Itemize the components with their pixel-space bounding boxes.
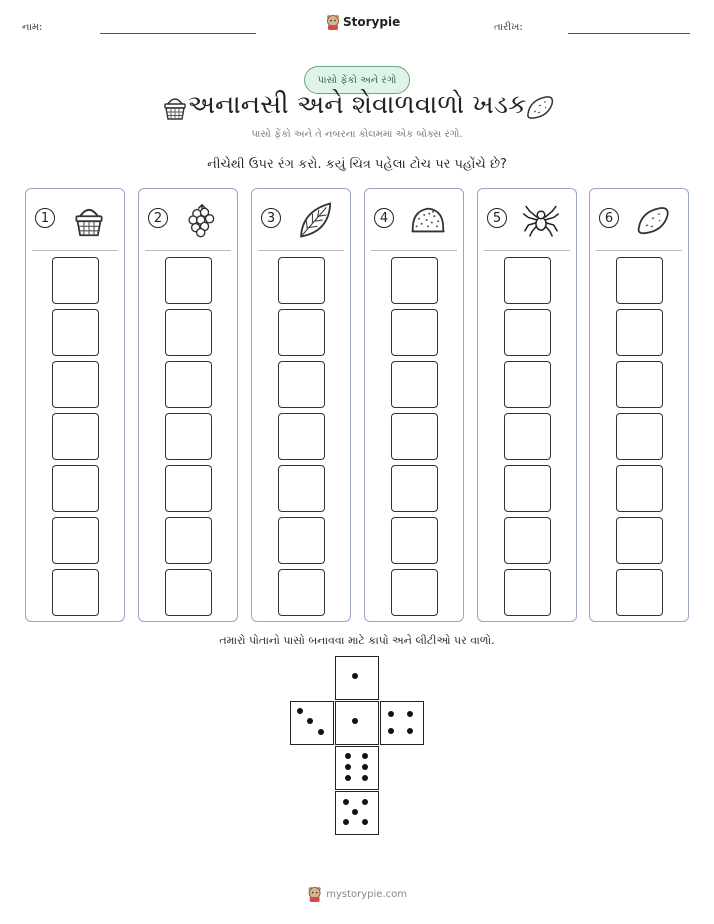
- activity-badge: પાસો ફેંકો અને રંગો: [304, 66, 410, 94]
- column-number: 3: [261, 208, 281, 228]
- color-box[interactable]: [504, 569, 551, 616]
- column-3: [251, 188, 351, 622]
- color-box[interactable]: [391, 465, 438, 512]
- color-box[interactable]: [278, 257, 325, 304]
- color-box[interactable]: [504, 517, 551, 564]
- color-box[interactable]: [504, 413, 551, 460]
- color-box[interactable]: [616, 309, 663, 356]
- spider-icon: [522, 201, 560, 239]
- color-box[interactable]: [165, 309, 212, 356]
- date-label: તારીખ:: [494, 22, 523, 33]
- column-5: [477, 188, 577, 622]
- color-box[interactable]: [165, 257, 212, 304]
- color-box[interactable]: [52, 361, 99, 408]
- column-divider: [371, 250, 457, 251]
- column-divider: [145, 250, 231, 251]
- column-divider: [32, 250, 118, 251]
- brand-logo: [326, 14, 400, 30]
- color-box[interactable]: [504, 309, 551, 356]
- page-title: અનાનસી અને શેવાળવાળો ખડક: [187, 90, 527, 120]
- color-box[interactable]: [278, 569, 325, 616]
- die-face-1: [335, 701, 379, 745]
- color-box[interactable]: [278, 465, 325, 512]
- color-box[interactable]: [616, 257, 663, 304]
- yam-icon: [634, 201, 672, 239]
- color-box[interactable]: [391, 361, 438, 408]
- column-6: [589, 188, 689, 622]
- column-divider: [596, 250, 682, 251]
- color-box[interactable]: [616, 361, 663, 408]
- die-face-6: [335, 746, 379, 790]
- color-box[interactable]: [278, 413, 325, 460]
- column-number: 5: [487, 208, 507, 228]
- bear-mascot-icon: [307, 886, 322, 902]
- color-box[interactable]: [391, 517, 438, 564]
- footer: [307, 886, 407, 902]
- column-number: 4: [374, 208, 394, 228]
- page-subtitle: પાસો ફેંકો અને તે નંબરના કોલમમાં એક બોક્સ રંગો.: [251, 129, 463, 140]
- color-box[interactable]: [52, 257, 99, 304]
- raspberry-icon: [183, 201, 221, 239]
- color-box[interactable]: [278, 309, 325, 356]
- color-box[interactable]: [165, 361, 212, 408]
- column-number: 1: [35, 208, 55, 228]
- die-face-1: [335, 656, 379, 700]
- column-number: 2: [148, 208, 168, 228]
- mossy-rock-icon: [409, 201, 447, 239]
- color-box[interactable]: [616, 465, 663, 512]
- color-box[interactable]: [278, 517, 325, 564]
- column-4: [364, 188, 464, 622]
- die-face-4: [380, 701, 424, 745]
- color-box[interactable]: [616, 517, 663, 564]
- brand-name: Storypie: [343, 15, 401, 29]
- color-box[interactable]: [278, 361, 325, 408]
- column-divider: [484, 250, 570, 251]
- die-net: [290, 656, 426, 836]
- color-box[interactable]: [52, 465, 99, 512]
- color-box[interactable]: [391, 309, 438, 356]
- footer-url[interactable]: mystorypie.com: [326, 888, 407, 900]
- die-face-3: [290, 701, 334, 745]
- column-2: [138, 188, 238, 622]
- bear-mascot-icon: [326, 14, 340, 30]
- color-box[interactable]: [165, 517, 212, 564]
- color-box[interactable]: [165, 569, 212, 616]
- cut-instruction: તમારો પોતાનો પાસો બનાવવા માટે કાપો અને લીટીઓ પર વાળો.: [219, 634, 495, 647]
- color-box[interactable]: [616, 413, 663, 460]
- basket-icon: [70, 201, 108, 239]
- color-box[interactable]: [616, 569, 663, 616]
- column-number: 6: [599, 208, 619, 228]
- date-line[interactable]: [568, 33, 690, 34]
- instruction-text: નીચેથી ઉપર રંગ કરો. કયું ચિત્ર પહેલા ટોચ પર પહોંચે છે?: [207, 157, 507, 172]
- color-box[interactable]: [165, 413, 212, 460]
- yam-icon: [524, 92, 556, 122]
- color-box[interactable]: [391, 413, 438, 460]
- column-divider: [258, 250, 344, 251]
- die-face-5: [335, 791, 379, 835]
- name-line[interactable]: [100, 33, 256, 34]
- leaf-icon: [296, 201, 334, 239]
- color-box[interactable]: [165, 465, 212, 512]
- color-box[interactable]: [391, 257, 438, 304]
- color-box[interactable]: [504, 465, 551, 512]
- color-box[interactable]: [391, 569, 438, 616]
- color-box[interactable]: [504, 361, 551, 408]
- color-box[interactable]: [52, 569, 99, 616]
- color-box[interactable]: [52, 309, 99, 356]
- name-label: નામ:: [22, 22, 43, 33]
- column-1: [25, 188, 125, 622]
- color-box[interactable]: [504, 257, 551, 304]
- color-box[interactable]: [52, 413, 99, 460]
- color-box[interactable]: [52, 517, 99, 564]
